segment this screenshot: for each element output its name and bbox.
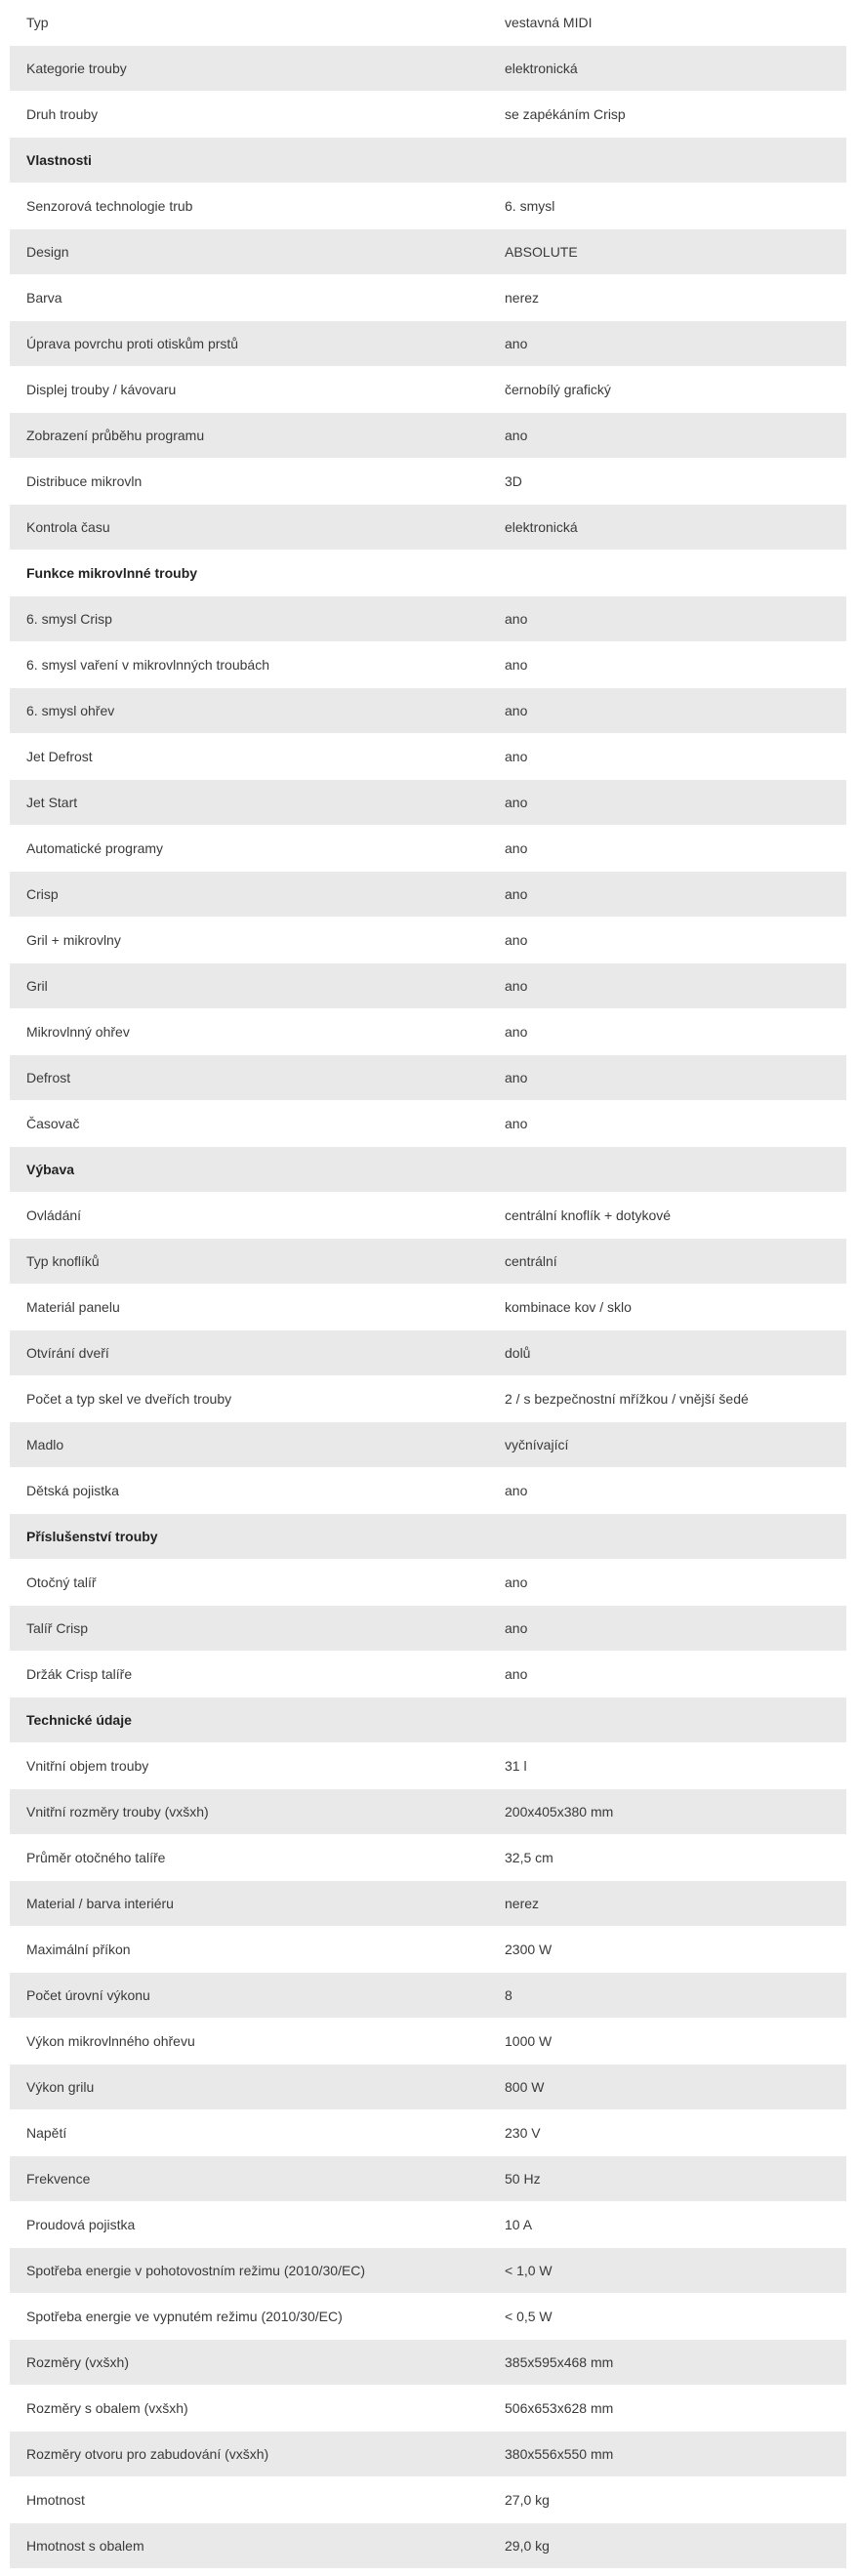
spec-label: Otvírání dveří: [26, 1345, 109, 1361]
spec-value: nerez: [505, 290, 540, 306]
spec-value: ABSOLUTE: [505, 244, 578, 260]
spec-label: Automatické programy: [26, 840, 164, 856]
spec-row: [10, 2477, 846, 2523]
spec-row: [10, 963, 846, 1009]
spec-row: [10, 918, 846, 963]
spec-value: 800 W: [505, 2079, 545, 2095]
section-title: Funkce mikrovlnné trouby: [26, 565, 198, 581]
spec-label: Otočný talíř: [26, 1574, 97, 1590]
spec-value: ano: [505, 1024, 528, 1040]
spec-value: elektronická: [505, 519, 578, 535]
spec-label: Zobrazení průběhu programu: [26, 428, 205, 443]
spec-value: ano: [505, 840, 528, 856]
spec-label: Gril + mikrovlny: [26, 932, 121, 948]
spec-label: Počet úrovní výkonu: [26, 1987, 150, 2003]
spec-value: 2 / s bezpečnostní mřížkou / vnější šedé: [505, 1391, 749, 1407]
spec-row: [10, 321, 846, 367]
spec-value: ano: [505, 1574, 528, 1590]
spec-row: [10, 872, 846, 918]
spec-value: 50 Hz: [505, 2171, 541, 2187]
spec-value: nerez: [505, 1896, 540, 1911]
spec-value: vestavná MIDI: [505, 15, 593, 30]
spec-label: Maximální příkon: [26, 1942, 131, 1957]
spec-value: 32,5 cm: [505, 1850, 553, 1865]
spec-label: Typ knoflíků: [26, 1253, 100, 1269]
spec-value: 31 l: [505, 1758, 527, 1774]
spec-row: [10, 2019, 846, 2065]
spec-value: ano: [505, 1070, 528, 1085]
section-header-row: [10, 1147, 846, 1193]
spec-row: [10, 2523, 846, 2569]
spec-row: [10, 2386, 846, 2432]
spec-value: 10 A: [505, 2217, 533, 2232]
spec-label: Vnitřní rozměry trouby (vxšxh): [26, 1804, 209, 1820]
spec-row: [10, 184, 846, 229]
spec-label: Proudová pojistka: [26, 2217, 136, 2232]
spec-row: [10, 367, 846, 413]
spec-label: 6. smysl ohřev: [26, 703, 115, 718]
spec-row: [10, 780, 846, 826]
spec-label: Napětí: [26, 2125, 67, 2141]
spec-value: ano: [505, 978, 528, 994]
section-header-row: [10, 1514, 846, 1560]
spec-row: [10, 1330, 846, 1376]
spec-label: Kontrola času: [26, 519, 110, 535]
spec-row: [10, 1743, 846, 1789]
spec-label: Rozměry otvoru pro zabudování (vxšxh): [26, 2446, 269, 2462]
spec-row: [10, 1560, 846, 1606]
spec-row: [10, 1009, 846, 1055]
spec-value: 385x595x468 mm: [505, 2354, 614, 2370]
spec-value: kombinace kov / sklo: [505, 1299, 632, 1315]
spec-label: Spotřeba energie ve vypnutém režimu (2010/30/EC): [26, 2309, 343, 2324]
spec-row: [10, 642, 846, 688]
spec-value: 6. smysl: [505, 198, 555, 214]
spec-label: Material / barva interiéru: [26, 1896, 174, 1911]
spec-label: Vnitřní objem trouby: [26, 1758, 149, 1774]
spec-value: ano: [505, 1483, 528, 1498]
spec-value: 1000 W: [505, 2033, 553, 2049]
spec-value: ano: [505, 795, 528, 810]
spec-row: [10, 459, 846, 505]
section-title: Vlastnosti: [26, 152, 92, 168]
section-header-row: [10, 551, 846, 596]
spec-row: [10, 2065, 846, 2110]
spec-label: Ovládání: [26, 1207, 82, 1223]
spec-label: Frekvence: [26, 2171, 91, 2187]
spec-row: [10, 1101, 846, 1147]
spec-row: [10, 229, 846, 275]
spec-value: ano: [505, 1620, 528, 1636]
spec-row: [10, 275, 846, 321]
spec-row: [10, 0, 846, 46]
spec-row: [10, 2432, 846, 2477]
spec-value: ano: [505, 886, 528, 902]
spec-label: Madlo: [26, 1437, 64, 1452]
spec-row: [10, 2156, 846, 2202]
spec-label: Defrost: [26, 1070, 71, 1085]
spec-label: 6. smysl Crisp: [26, 611, 112, 627]
spec-label: Úprava povrchu proti otiskům prstů: [26, 336, 239, 351]
spec-label: Rozměry s obalem (vxšxh): [26, 2400, 188, 2416]
spec-row: [10, 2294, 846, 2340]
spec-row: [10, 1973, 846, 2019]
spec-row: [10, 1376, 846, 1422]
spec-label: Druh trouby: [26, 106, 99, 122]
spec-label: Typ: [26, 15, 49, 30]
spec-value: 200x405x380 mm: [505, 1804, 614, 1820]
spec-label: Displej trouby / kávovaru: [26, 382, 177, 397]
spec-label: Hmotnost: [26, 2492, 85, 2508]
spec-value: 8: [505, 1987, 512, 2003]
spec-label: Počet a typ skel ve dveřích trouby: [26, 1391, 232, 1407]
spec-value: elektronická: [505, 61, 578, 76]
spec-value: < 0,5 W: [505, 2309, 553, 2324]
spec-label: Crisp: [26, 886, 59, 902]
spec-label: Držák Crisp talíře: [26, 1666, 133, 1682]
spec-row: [10, 596, 846, 642]
spec-label: Mikrovlnný ohřev: [26, 1024, 130, 1040]
spec-label: Talíř Crisp: [26, 1620, 89, 1636]
spec-label: Design: [26, 244, 69, 260]
spec-value: 3D: [505, 473, 522, 489]
spec-label: Jet Start: [26, 795, 78, 810]
section-title: Příslušenství trouby: [26, 1529, 158, 1544]
spec-row: [10, 1055, 846, 1101]
spec-row: [10, 688, 846, 734]
spec-value: ano: [505, 611, 528, 627]
spec-row: [10, 1239, 846, 1285]
spec-label: Spotřeba energie v pohotovostním režimu (2010/30/EC): [26, 2263, 366, 2278]
spec-value: se zapékáním Crisp: [505, 106, 626, 122]
spec-row: [10, 826, 846, 872]
section-title: Technické údaje: [26, 1712, 132, 1728]
spec-label: 6. smysl vaření v mikrovlnných troubách: [26, 657, 269, 673]
spec-value: < 1,0 W: [505, 2263, 553, 2278]
spec-label: Průměr otočného talíře: [26, 1850, 166, 1865]
spec-label: Výkon mikrovlnného ohřevu: [26, 2033, 195, 2049]
spec-row: [10, 2110, 846, 2156]
spec-row: [10, 46, 846, 92]
spec-row: [10, 1789, 846, 1835]
spec-row: [10, 1835, 846, 1881]
spec-value: ano: [505, 932, 528, 948]
spec-value: centrální knoflík + dotykové: [505, 1207, 672, 1223]
spec-label: Časovač: [26, 1116, 80, 1131]
spec-label: Rozměry (vxšxh): [26, 2354, 130, 2370]
spec-row: [10, 1606, 846, 1652]
spec-label: Výkon grilu: [26, 2079, 95, 2095]
spec-value: dolů: [505, 1345, 531, 1361]
spec-row: [10, 1468, 846, 1514]
spec-row: [10, 92, 846, 138]
spec-value: ano: [505, 428, 528, 443]
spec-value: 230 V: [505, 2125, 541, 2141]
spec-value: ano: [505, 1666, 528, 1682]
spec-value: ano: [505, 749, 528, 764]
spec-label: Kategorie trouby: [26, 61, 127, 76]
section-title: Výbava: [26, 1162, 75, 1177]
spec-table: [10, 0, 846, 2569]
spec-row: [10, 1927, 846, 1973]
spec-row: [10, 2340, 846, 2386]
spec-value: 2300 W: [505, 1942, 553, 1957]
spec-row: [10, 1881, 846, 1927]
spec-label: Barva: [26, 290, 62, 306]
spec-label: Distribuce mikrovln: [26, 473, 143, 489]
spec-value: ano: [505, 1116, 528, 1131]
spec-value: vyčnívající: [505, 1437, 569, 1452]
spec-label: Gril: [26, 978, 48, 994]
section-header-row: [10, 138, 846, 184]
spec-row: [10, 413, 846, 459]
spec-value: 506x653x628 mm: [505, 2400, 614, 2416]
spec-value: ano: [505, 336, 528, 351]
spec-row: [10, 734, 846, 780]
spec-label: Materiál panelu: [26, 1299, 120, 1315]
spec-value: černobílý grafický: [505, 382, 611, 397]
section-header-row: [10, 1697, 846, 1743]
spec-value: ano: [505, 703, 528, 718]
spec-label: Dětská pojistka: [26, 1483, 119, 1498]
spec-value: 29,0 kg: [505, 2538, 550, 2554]
spec-value: 380x556x550 mm: [505, 2446, 614, 2462]
spec-value: ano: [505, 657, 528, 673]
spec-label: Jet Defrost: [26, 749, 93, 764]
spec-value: 27,0 kg: [505, 2492, 550, 2508]
spec-row: [10, 2248, 846, 2294]
spec-row: [10, 1422, 846, 1468]
spec-row: [10, 2202, 846, 2248]
spec-value: centrální: [505, 1253, 557, 1269]
spec-row: [10, 1285, 846, 1330]
spec-row: [10, 1652, 846, 1697]
spec-label: Hmotnost s obalem: [26, 2538, 144, 2554]
spec-label: Senzorová technologie trub: [26, 198, 193, 214]
spec-row: [10, 1193, 846, 1239]
spec-row: [10, 505, 846, 551]
